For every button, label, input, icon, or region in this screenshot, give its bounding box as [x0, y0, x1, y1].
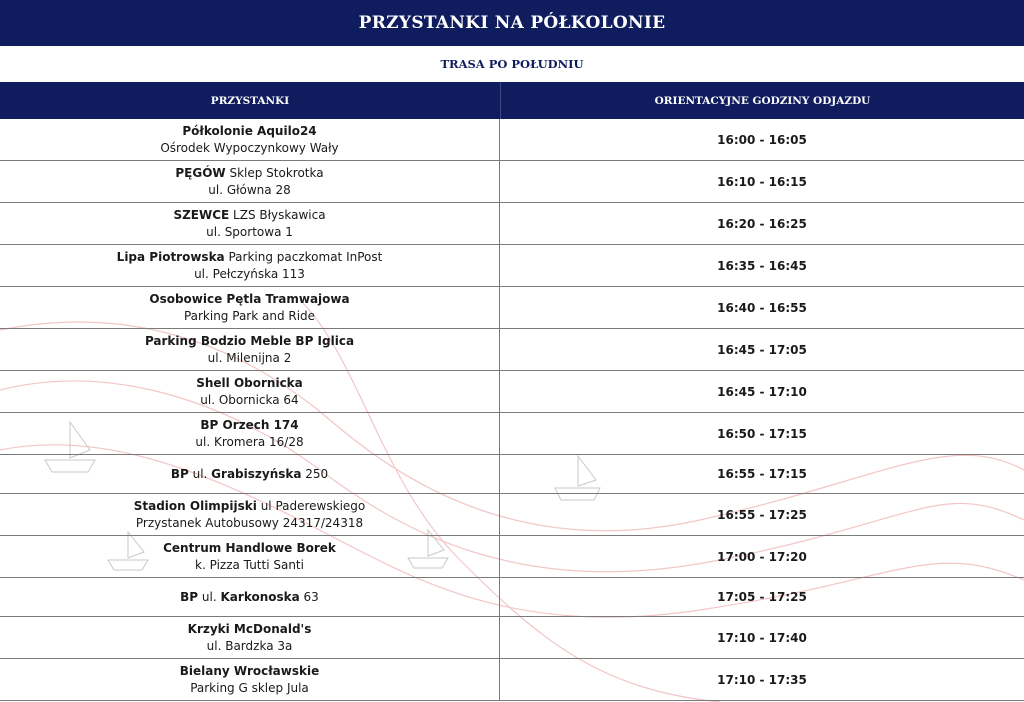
stop-name	[145, 333, 354, 350]
stop-name-text: ul.	[188, 466, 212, 481]
stop-name-text: 63	[299, 589, 319, 604]
stop-name-bold: Bielany Wrocławskie	[179, 663, 320, 678]
stop-cell	[0, 203, 500, 244]
stop-name-text: Parking paczkomat InPost	[224, 249, 383, 264]
route-title-text: TRASA PO POŁUDNIU	[440, 57, 584, 71]
departure-time: 16:35 - 16:45	[717, 258, 807, 273]
stop-address: Przystanek Autobusowy 24317/24318	[135, 515, 364, 530]
table-row	[0, 203, 1024, 245]
stop-address: ul. Główna 28	[208, 182, 291, 197]
stop-address: ul. Milenijna 2	[207, 350, 292, 365]
stop-address: Ośrodek Wypoczynkowy Wały	[160, 140, 339, 155]
stop-name-bold: Stadion Olimpijski	[133, 498, 257, 513]
table-row	[0, 329, 1024, 371]
stop-address: ul. Sportowa 1	[206, 224, 293, 239]
table-row	[0, 455, 1024, 494]
departure-time: 16:20 - 16:25	[717, 216, 807, 231]
table-row	[0, 659, 1024, 701]
stop-name	[200, 417, 298, 434]
stop-name	[117, 249, 383, 266]
table-row	[0, 536, 1024, 578]
stop-cell	[0, 578, 500, 616]
stop-cell	[0, 329, 500, 370]
departure-time: 16:00 - 16:05	[717, 132, 807, 147]
table-row	[0, 245, 1024, 287]
stop-cell	[0, 161, 500, 202]
stop-name	[149, 291, 349, 308]
stop-name-text: ul Paderewskiego	[256, 498, 366, 513]
stop-name	[163, 540, 336, 557]
stop-address: ul. Obornicka 64	[200, 392, 299, 407]
route-title	[0, 46, 1024, 82]
stop-cell	[0, 371, 500, 412]
stop-name-bold: Parking Bodzio Meble BP Iglica	[144, 333, 355, 348]
stop-name	[180, 663, 319, 680]
stop-name-bold: Półkolonie Aquilo24	[182, 123, 317, 138]
stop-name-bold: Lipa Piotrowska	[116, 249, 225, 264]
stop-name-bold: Centrum Handlowe Borek	[163, 540, 336, 555]
stop-cell	[0, 287, 500, 328]
stop-cell	[0, 536, 500, 577]
page-title	[0, 0, 1024, 46]
table-row	[0, 617, 1024, 659]
stop-address: Parking G sklep Jula	[190, 680, 309, 695]
stop-cell	[0, 617, 500, 658]
stop-cell	[0, 659, 500, 700]
stop-address: Parking Park and Ride	[183, 308, 316, 323]
stop-name-text: LZS Błyskawica	[229, 207, 326, 222]
stop-name	[196, 375, 303, 392]
stop-name-bold: BP	[180, 589, 199, 604]
stop-name-text: ul.	[198, 589, 221, 604]
stop-name	[180, 589, 319, 606]
stop-cell	[0, 413, 500, 454]
departure-time: 16:45 - 17:10	[717, 384, 807, 399]
stop-name-bold: SZEWCE	[173, 207, 230, 222]
departure-time: 16:55 - 17:25	[717, 507, 807, 522]
stop-name-bold: Osobowice Pętla Tramwajowa	[149, 291, 350, 306]
stop-cell	[0, 119, 500, 160]
stop-cell	[0, 245, 500, 286]
stop-name-bold: Shell Obornicka	[196, 375, 303, 390]
departure-time: 16:50 - 17:15	[717, 426, 807, 441]
stop-name-text: Sklep Stokrotka	[225, 165, 324, 180]
stop-name	[134, 498, 366, 515]
stop-address: ul. Kromera 16/28	[195, 434, 304, 449]
stop-name	[175, 165, 323, 182]
stop-address: k. Pizza Tutti Santi	[195, 557, 304, 572]
departure-time: 17:05 - 17:25	[717, 590, 807, 604]
stop-name	[171, 466, 328, 483]
table-row	[0, 578, 1024, 617]
stop-address: ul. Bardzka 3a	[206, 638, 293, 653]
table-row	[0, 494, 1024, 536]
departure-time: 16:55 - 17:15	[717, 467, 807, 481]
departure-time: 17:00 - 17:20	[717, 549, 807, 564]
stop-name-bold: Krzyki McDonald's	[187, 621, 312, 636]
departure-time: 16:40 - 16:55	[717, 300, 807, 315]
departure-time: 16:45 - 17:05	[717, 342, 807, 357]
table-row	[0, 287, 1024, 329]
stop-name	[188, 621, 312, 638]
stop-name	[182, 123, 316, 140]
stop-cell	[0, 455, 500, 493]
stop-cell	[0, 494, 500, 535]
departure-time: 17:10 - 17:35	[717, 672, 807, 687]
page-title-text: PRZYSTANKI NA PÓŁKOLONIE	[358, 13, 666, 33]
departure-time: 17:10 - 17:40	[717, 630, 807, 645]
table-body	[0, 119, 1024, 701]
stop-name	[173, 207, 325, 224]
stop-name-bold: BP	[170, 466, 189, 481]
stop-address: ul. Pełczyńska 113	[194, 266, 305, 281]
stop-name-bold: PĘGÓW	[175, 165, 226, 180]
table-row	[0, 161, 1024, 203]
departure-time: 16:10 - 16:15	[717, 174, 807, 189]
stop-name-bold: Grabiszyńska	[211, 466, 302, 481]
column-header-stops: PRZYSTANKI	[0, 82, 501, 119]
table-header	[0, 82, 1024, 119]
table-row	[0, 119, 1024, 161]
stop-name-bold: Karkonoska	[220, 589, 300, 604]
table-row	[0, 413, 1024, 455]
column-header-times: ORIENTACYJNE GODZINY ODJAZDU	[654, 94, 871, 107]
stop-name-text: 250	[301, 466, 329, 481]
table-row	[0, 371, 1024, 413]
stop-name-bold: BP Orzech 174	[200, 417, 299, 432]
